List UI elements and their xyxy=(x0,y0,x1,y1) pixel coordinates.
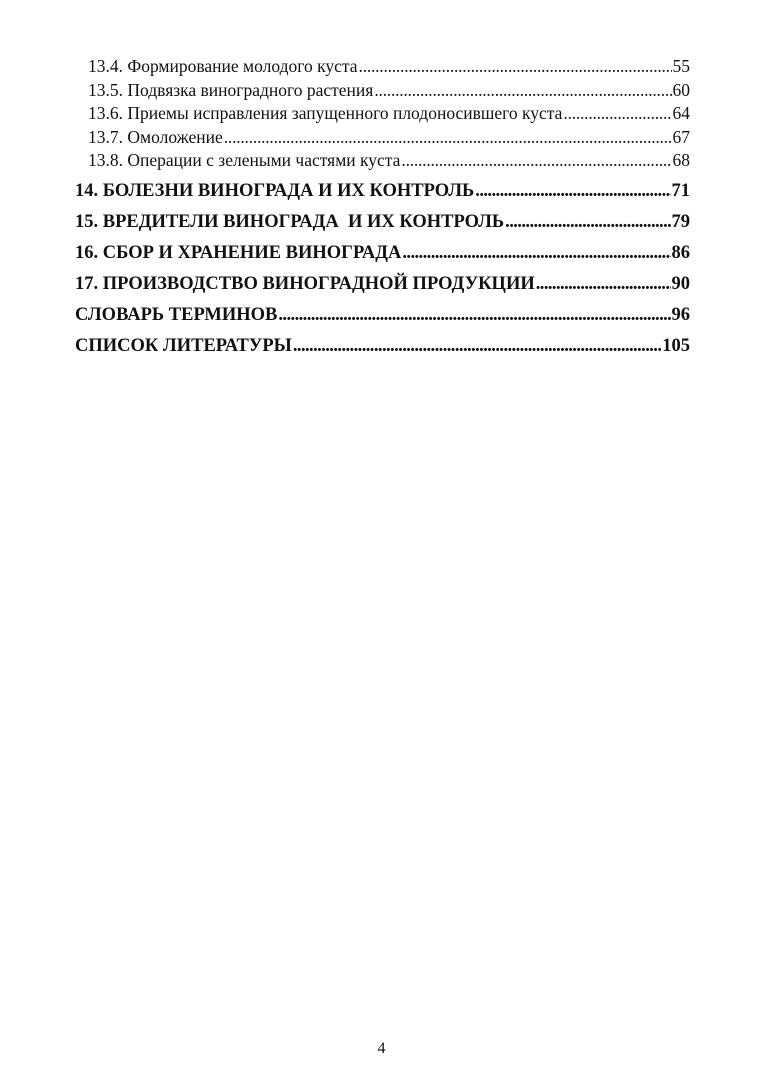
dot-leader xyxy=(293,331,661,362)
toc-references[interactable] xyxy=(75,331,690,362)
toc-entry-page: 68 xyxy=(672,150,690,170)
dot-leader xyxy=(401,149,671,173)
toc-entry-title: 13.7. Омоложение xyxy=(88,126,223,147)
toc-entry-page: 55 xyxy=(672,56,690,76)
toc-chapter-page: 96 xyxy=(671,304,690,325)
dot-leader xyxy=(563,102,671,126)
toc-entry-page: 60 xyxy=(672,79,690,100)
toc-chapter-page: 86 xyxy=(671,242,690,263)
toc-entry-13-4[interactable] xyxy=(75,55,690,79)
dot-leader xyxy=(224,126,672,150)
dot-leader xyxy=(475,176,670,207)
toc-chapter-17[interactable] xyxy=(75,269,690,300)
toc-chapter-title: СПИСОК ЛИТЕРАТУРЫ xyxy=(75,335,292,356)
toc-entry-title: 13.4. Формирование молодого куста xyxy=(88,56,358,76)
toc-entry-title: 13.6. Приемы исправления запущенного плодоносившего куста xyxy=(88,103,563,123)
toc-entry-13-8[interactable] xyxy=(75,149,690,173)
toc-chapter-title: 17. ПРОИЗВОДСТВО ВИНОГРАДНОЙ ПРОДУКЦИИ xyxy=(75,273,535,294)
dot-leader xyxy=(536,269,671,300)
toc-chapter-page: 71 xyxy=(671,180,690,201)
toc-chapter-title: 15. ВРЕДИТЕЛИ ВИНОГРАДА И ИХ КОНТРОЛЬ xyxy=(75,211,505,232)
dot-leader xyxy=(505,207,670,238)
toc-entry-page: 67 xyxy=(672,126,690,147)
toc-chapter-15[interactable] xyxy=(75,207,690,238)
toc-chapter-14[interactable] xyxy=(75,176,690,207)
toc-chapter-page: 90 xyxy=(671,273,690,294)
toc-entry-title: 13.5. Подвязка виноградного растения xyxy=(88,79,374,100)
dot-leader xyxy=(402,238,670,269)
toc-entry-13-7[interactable] xyxy=(75,126,690,150)
toc-chapter-page: 79 xyxy=(671,211,690,232)
toc-entry-page: 64 xyxy=(672,103,690,123)
toc-entry-13-6[interactable] xyxy=(75,102,690,126)
dot-leader xyxy=(359,55,672,79)
toc-glossary[interactable] xyxy=(75,300,690,331)
toc-entry-title: 13.8. Операции с зелеными частями куста xyxy=(88,150,401,170)
toc-chapter-title: 16. СБОР И ХРАНЕНИЕ ВИНОГРАДА xyxy=(75,242,402,263)
dot-leader xyxy=(374,79,671,103)
dot-leader xyxy=(278,300,670,331)
table-of-contents xyxy=(75,55,690,362)
toc-chapter-title: 14. БОЛЕЗНИ ВИНОГРАДА И ИХ КОНТРОЛЬ xyxy=(75,180,475,201)
toc-chapter-page: 105 xyxy=(662,335,690,356)
toc-entry-13-5[interactable] xyxy=(75,79,690,103)
toc-chapter-16[interactable] xyxy=(75,238,690,269)
toc-chapter-title: СЛОВАРЬ ТЕРМИНОВ xyxy=(75,304,278,325)
page-number: 4 xyxy=(377,1040,386,1057)
